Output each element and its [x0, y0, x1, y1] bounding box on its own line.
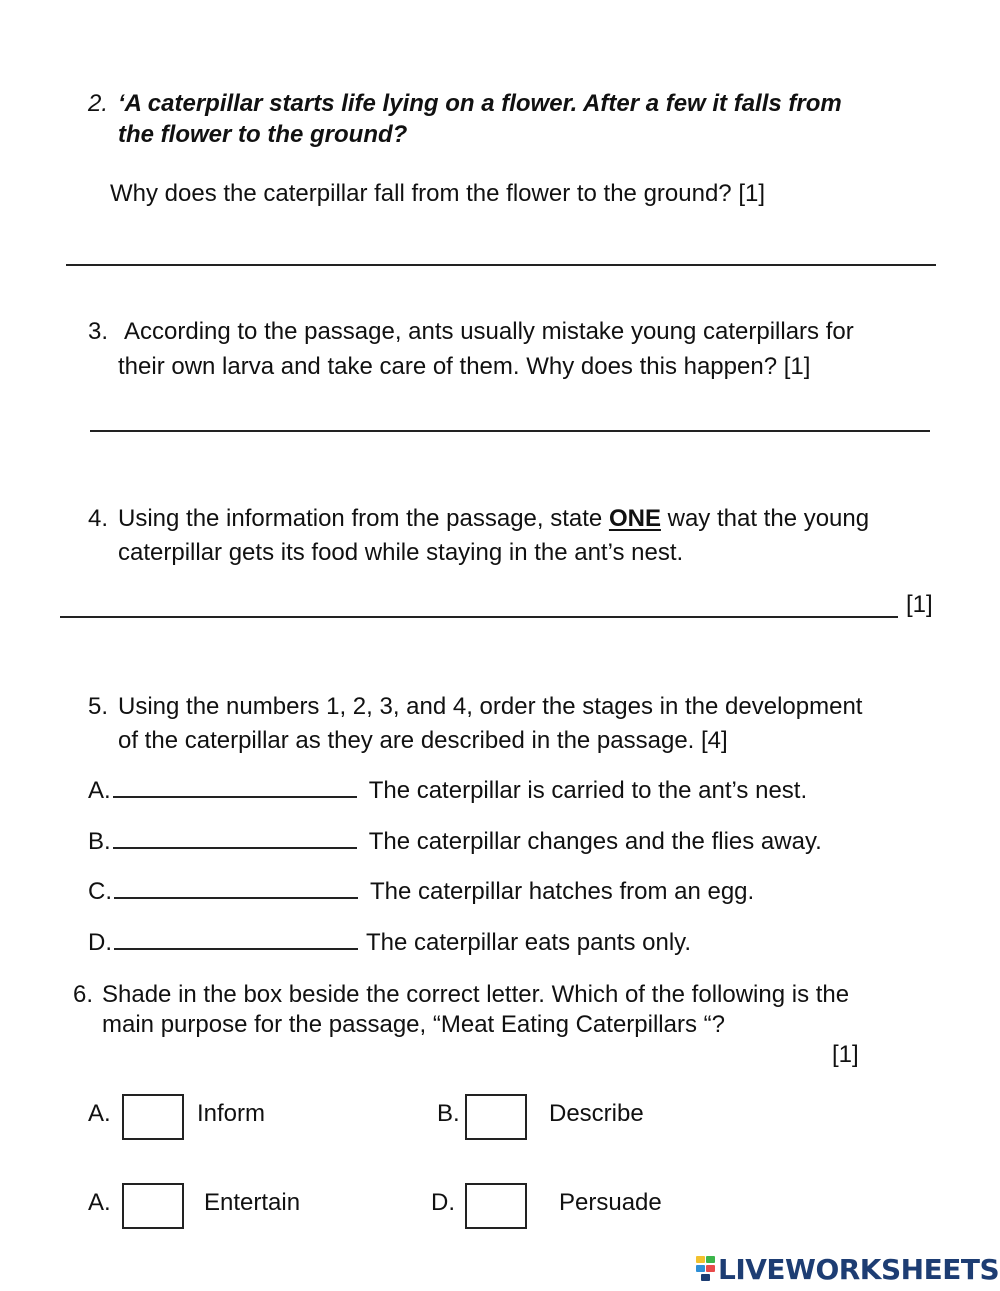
q5-item-c [88, 875, 754, 909]
q6-option-letter: A. [88, 1100, 111, 1127]
liveworksheets-wordmark: LIVEWORKSHEETS [718, 1252, 1000, 1286]
q5-item-d [88, 926, 691, 960]
q5-item-blank[interactable] [114, 926, 358, 950]
q4-line1 [118, 502, 869, 536]
q6-option-label: Persuade [559, 1189, 662, 1216]
q2-answer-line[interactable] [66, 264, 936, 266]
q6-option-letter: A. [88, 1189, 111, 1216]
q6-number: 6. [73, 981, 94, 1008]
q4-number: 4. [88, 505, 109, 532]
q2-number: 2. [88, 90, 109, 117]
q5-item-text: The caterpillar is carried to the ant’s nest. [368, 777, 808, 804]
q2-quote-line1: ‘A caterpillar starts life lying on a flower. After a few it falls from [118, 90, 842, 117]
q5-number: 5. [88, 693, 109, 720]
q5-item-letter: B. [88, 828, 111, 855]
q2-quote-line2: the flower to the ground? [118, 121, 408, 148]
q6-option-checkbox-persuade[interactable] [465, 1183, 527, 1229]
q6-option-label: Entertain [204, 1189, 301, 1216]
q5-item-letter: A. [88, 777, 111, 804]
q6-line1: Shade in the box beside the correct letter. Which of the following is the [102, 981, 850, 1008]
liveworksheets-logo[interactable] [696, 1252, 999, 1286]
q6-option-checkbox-entertain[interactable] [122, 1183, 184, 1229]
q6-option-label: Inform [197, 1100, 266, 1127]
q3-answer-line[interactable] [90, 430, 930, 432]
q5-item-blank[interactable] [114, 875, 358, 899]
q5-item-text: The caterpillar eats pants only. [366, 929, 692, 956]
q5-item-letter: D. [88, 929, 112, 956]
q5-line1: Using the numbers 1, 2, 3, and 4, order the stages in the development [118, 693, 863, 720]
q4-answer-line[interactable] [60, 616, 898, 618]
q4-mark: [1] [906, 591, 933, 618]
q5-item-letter: C. [88, 878, 112, 905]
q4-line2: caterpillar gets its food while staying in the ant’s nest. [118, 539, 684, 566]
q6-line2: main purpose for the passage, “Meat Eating Caterpillars “? [102, 1011, 725, 1038]
q5-item-b [88, 825, 822, 859]
q3-number: 3. [88, 318, 109, 345]
q6-option-label: Describe [549, 1100, 644, 1127]
q5-item-blank[interactable] [113, 774, 357, 798]
q6-option-letter: D. [431, 1189, 455, 1216]
liveworksheets-logo-icon [696, 1256, 716, 1282]
q6-mark: [1] [832, 1041, 859, 1068]
q3-line1: According to the passage, ants usually mistake young caterpillars for [124, 318, 854, 345]
q4-emphasis: ONE [608, 505, 661, 532]
q5-item-blank[interactable] [113, 825, 357, 849]
q4-line1-after: way that the young [667, 505, 870, 532]
q5-item-text: The caterpillar hatches from an egg. [370, 878, 755, 905]
q2-question: Why does the caterpillar fall from the flower to the ground? [1] [110, 180, 765, 207]
q3-line2: their own larva and take care of them. Why does this happen? [1] [118, 353, 811, 380]
q5-item-text: The caterpillar changes and the flies away. [368, 828, 822, 855]
q6-option-checkbox-inform[interactable] [122, 1094, 184, 1140]
q4-line1-before: Using the information from the passage, state [118, 505, 603, 532]
q6-option-checkbox-describe[interactable] [465, 1094, 527, 1140]
q5-line2: of the caterpillar as they are described in the passage. [4] [118, 727, 728, 754]
q5-item-a [88, 774, 807, 808]
q6-option-letter: B. [437, 1100, 460, 1127]
